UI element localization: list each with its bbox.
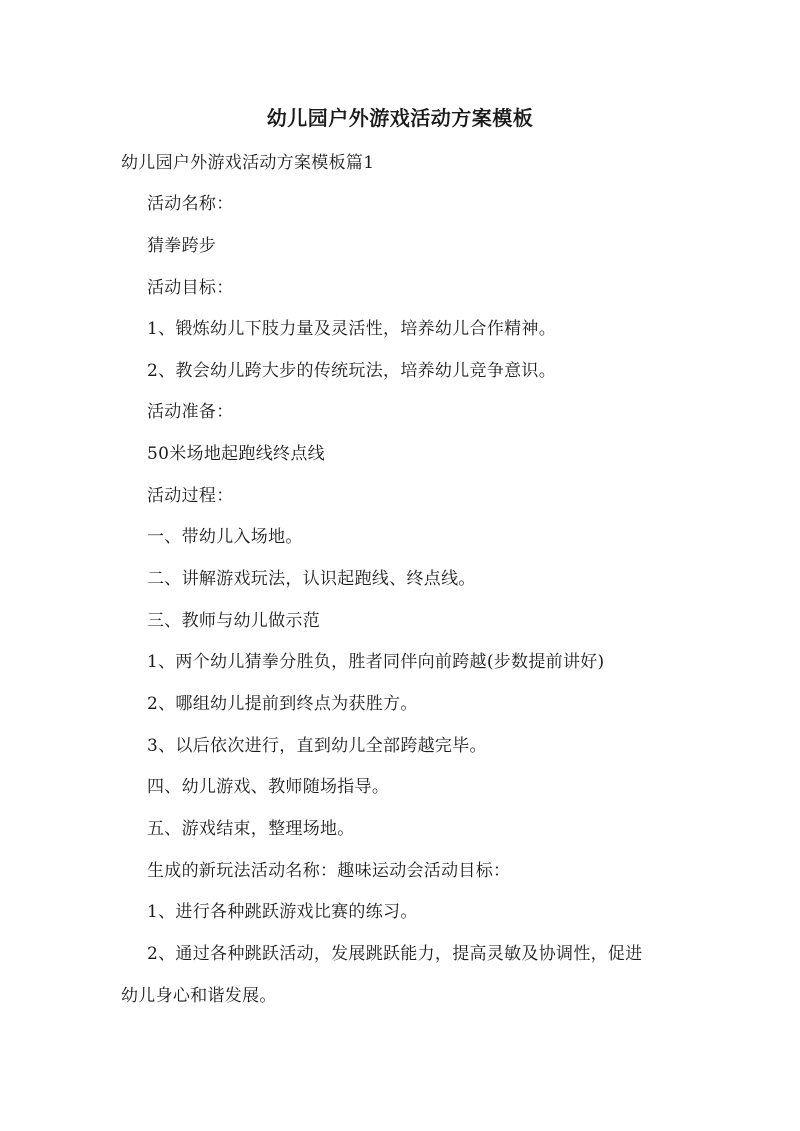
paragraph-line: 生成的新玩法活动名称：趣味运动会活动目标： [147,861,511,881]
document-title: 幼儿园户外游戏活动方案模板 [266,106,534,130]
paragraph-line: 一、带幼儿入场地。 [147,527,303,547]
paragraph-line: 2、教会幼儿跨大步的传统玩法，培养幼儿竞争意识。 [147,361,557,381]
paragraph-line: 活动目标： [147,278,234,298]
paragraph-line: 50米场地起跑线终点线 [147,444,325,464]
paragraph-line: 3、以后依次进行，直到幼儿全部跨越完毕。 [147,736,487,756]
paragraph-line: 四、幼儿游戏、教师随场指导。 [147,777,390,797]
section-heading: 幼儿园户外游戏活动方案模板篇1 [121,153,375,173]
paragraph-line: 活动名称： [147,194,234,214]
paragraph-line: 二、讲解游戏玩法，认识起跑线、终点线。 [147,569,476,589]
paragraph-line: 五、游戏结束，整理场地。 [147,819,355,839]
paragraph-line: 1、进行各种跳跃游戏比赛的练习。 [147,902,418,922]
paragraph-line: 2、通过各种跳跃活动，发展跳跃能力，提高灵敏及协调性，促进 [147,944,643,964]
paragraph-line: 活动过程： [147,486,234,506]
paragraph-line: 幼儿身心和谐发展。 [121,986,277,1006]
paragraph-line: 活动准备： [147,402,234,422]
paragraph-line: 猜拳跨步 [147,236,217,256]
paragraph-line: 2、哪组幼儿提前到终点为获胜方。 [147,694,418,714]
paragraph-line: 1、锻炼幼儿下肢力量及灵活性，培养幼儿合作精神。 [147,319,557,339]
paragraph-line: 1、两个幼儿猜拳分胜负，胜者同伴向前跨越(步数提前讲好) [147,652,605,672]
paragraph-line: 三、教师与幼儿做示范 [147,611,320,631]
